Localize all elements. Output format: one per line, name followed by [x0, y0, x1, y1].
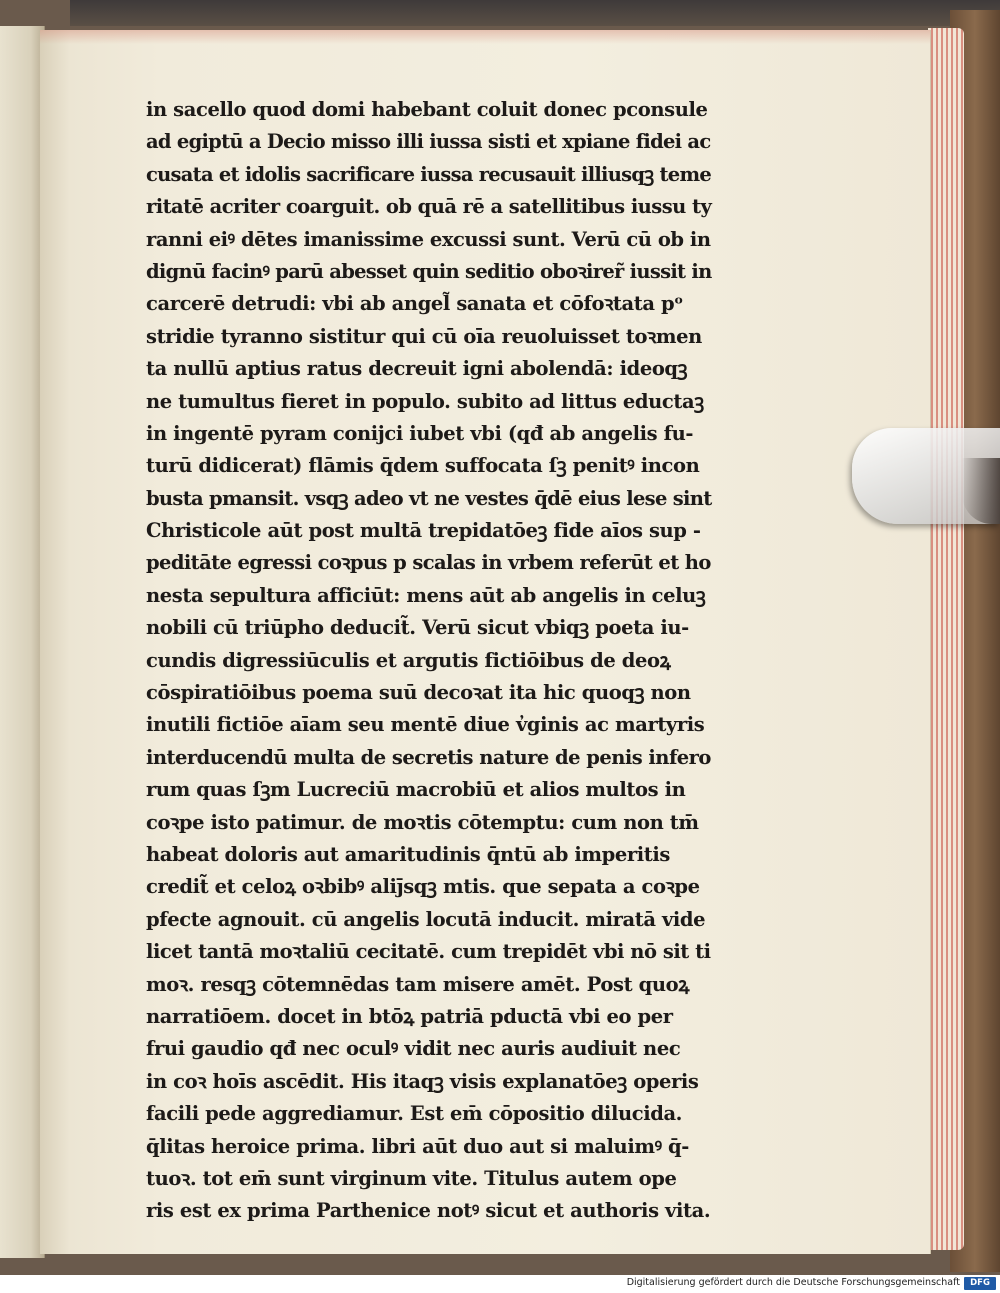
text-line: habeat doloris aut amaritudinis q̄ntū ab imperitis — [146, 842, 670, 866]
text-line: Christicole aūt post multā trepidatōeꝫ fide aīos sup - — [146, 519, 701, 543]
funding-credit: Digitalisierung gefördert durch die Deutsche Forschungsgemeinschaft — [626, 1277, 960, 1288]
text-line: carcerē detrudi: vbi ab angel̃ sanata et cōfoꝛtata pᵒ — [146, 292, 683, 316]
text-line: moꝛ. resqꝫ cōtemnēdas tam misere amēt. Post quoꝝ — [146, 972, 690, 996]
text-line: frui gaudio qđ nec oculꝰ vidit nec auris audiuit nec — [146, 1037, 681, 1061]
text-line: ad egiptū a Decio misso illi iussa sisti et xpiane fidei ac — [146, 130, 711, 154]
text-line: dignū facinꝰ parū abesset quin seditio oboꝛirer̃ iussit in — [146, 259, 712, 283]
text-line: nesta sepultura afficiūt: mens aūt ab angelis in celuꝫ — [146, 583, 706, 607]
text-line: coꝛpe isto patimur. de moꝛtis cōtemptu: cum non tm̄ — [146, 810, 699, 834]
text-line: in sacello quod domi habebant coluit donec pconsule — [146, 98, 708, 121]
text-line: peditāte egressi coꝛpus p scalas in vrbem referūt et ho — [146, 551, 711, 575]
text-line: nobili cū triūpho deducit̃. Verū sicut vbiqꝫ poeta iu- — [146, 616, 689, 640]
text-line: turū didicerat) flāmis q̄dem suffocata ſꝫ penitꝰ incon — [146, 454, 700, 478]
text-line: q̄litas heroice prima. libri aūt duo aut si maluimꝰ q̄- — [146, 1134, 689, 1158]
text-line: cōspiratiōibus poema suū decoꝛat ita hic quoqꝫ non — [146, 681, 691, 705]
text-line: interducendū multa de secretis nature de penis infero — [146, 745, 711, 769]
text-line: stridie tyranno sistitur qui cū oīa reuoluisset toꝛmen — [146, 324, 702, 348]
text-line: pfecte agnouit. cū angelis locutā inducit. miratā vide — [146, 907, 706, 931]
text-line: ritatē acriter coarguit. ob quā rē a satellitibus iussu ty — [146, 195, 712, 219]
text-line: facili pede aggrediamur. Est em̄ cōpositio dilucida. — [146, 1102, 683, 1126]
text-line: inutili fictiōe aīam seu mentē diue v̓ginis ac martyris — [146, 713, 705, 737]
left-page-edge — [0, 26, 45, 1258]
text-line: tuoꝛ. tot em̄ sunt virginum vite. Titulus autem ope — [146, 1166, 677, 1190]
text-line: ne tumultus fieret in populo. subito ad littus eductaꝫ — [146, 389, 704, 413]
page-text-block — [146, 94, 712, 1228]
text-line: ranni eiꝰ dētes imanissime excussi sunt. Verū cū ob in — [146, 227, 711, 251]
book-page — [40, 30, 931, 1254]
text-line: cusata et idolis sacrificare iussa recusauit illiusqꝫ teme — [146, 162, 711, 186]
text-line: licet tantā moꝛtaliū cecitatē. cum trepidēt vbi nō sit ti — [146, 940, 711, 964]
text-line: ta nullū aptius ratus decreuit igni abolendā: ideoqꝫ — [146, 357, 688, 381]
text-line: cundis digressiūculis et argutis fictiōibus de deoꝝ — [146, 648, 671, 672]
text-line: ris est ex prima Parthenice notꝰ sicut et authoris vita. — [146, 1199, 711, 1223]
text-line: in coꝛ hoīs ascēdit. His itaqꝫ visis explanatōeꝫ operis — [146, 1069, 699, 1093]
book-clip-bookmark — [852, 428, 1000, 524]
text-line: in ingentē pyram conijci iubet vbi (qđ ab angelis fu- — [146, 421, 694, 445]
text-line: busta pmansit. vsqꝫ adeo vt ne vestes q̄dē eius lese sint — [146, 486, 712, 510]
footer-bar — [0, 1275, 1000, 1293]
dfg-logo: DFG — [964, 1277, 996, 1290]
text-line: rum quas ſꝫm Lucreciū macrobiū et alios multos in — [146, 778, 686, 802]
text-line: credit̃ et celoꝝ oꝛbibꝰ aliȷ̄sqꝫ mtis. que sepata a coꝛpe — [146, 875, 700, 899]
text-line: narratiōem. docet in btōꝝ patriā pductā vbi eo per — [146, 1004, 673, 1028]
book-cover-top — [70, 0, 1000, 26]
page-fore-edge — [928, 28, 964, 1250]
